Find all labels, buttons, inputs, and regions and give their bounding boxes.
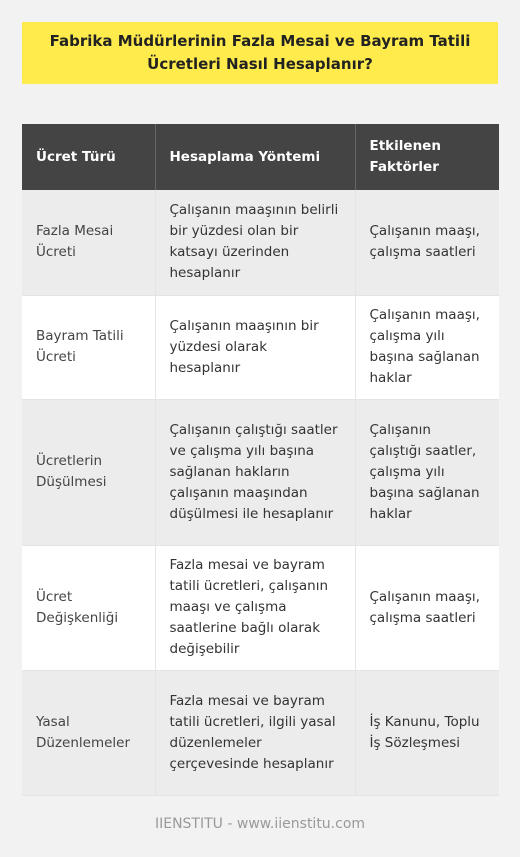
table-cell: Çalışanın maaşının belirli bir yüzdesi olan bir katsayı üzerinden hesaplanır <box>155 190 355 295</box>
table-cell: Çalışanın maaşının bir yüzdesi olarak hesaplanır <box>155 295 355 399</box>
table-cell: Çalışanın çalıştığı saatler ve çalışma yılı başına sağlanan hakların çalışanın maaşından düşülmesi ile hesaplanır <box>155 399 355 545</box>
wage-table <box>22 124 499 796</box>
header-calculation-method: Hesaplama Yöntemi <box>155 124 355 190</box>
table-cell: İş Kanunu, Toplu İş Sözleşmesi <box>355 670 499 795</box>
table-row <box>22 670 499 795</box>
table-cell: Çalışanın maaşı, çalışma saatleri <box>355 190 499 295</box>
table-cell: Fazla mesai ve bayram tatili ücretleri, ilgili yasal düzenlemeler çerçevesinde hesaplanır <box>155 670 355 795</box>
page-title: Fabrika Müdürlerinin Fazla Mesai ve Bayram Tatili Ücretleri Nasıl Hesaplanır? <box>22 22 498 84</box>
table-cell: Fazla Mesai Ücreti <box>22 190 155 295</box>
table-cell: Ücretlerin Düşülmesi <box>22 399 155 545</box>
table-cell: Fazla mesai ve bayram tatili ücretleri, çalışanın maaşı ve çalışma saatlerine bağlı olarak değişebilir <box>155 545 355 670</box>
table-row <box>22 545 499 670</box>
table-row <box>22 295 499 399</box>
header-wage-type: Ücret Türü <box>22 124 155 190</box>
table-cell: Çalışanın maaşı, çalışma saatleri <box>355 545 499 670</box>
table-cell: Bayram Tatili Ücreti <box>22 295 155 399</box>
table-header-row <box>22 124 499 190</box>
table-cell: Çalışanın maaşı, çalışma yılı başına sağlanan haklar <box>355 295 499 399</box>
table-cell: Yasal Düzenlemeler <box>22 670 155 795</box>
table-cell: Ücret Değişkenliği <box>22 545 155 670</box>
footer-credit: IIENSTITU - www.iienstitu.com <box>154 816 366 832</box>
header-affecting-factors: Etkilenen Faktörler <box>355 124 499 190</box>
table-row <box>22 190 499 295</box>
table-row <box>22 399 499 545</box>
table-cell: Çalışanın çalıştığı saatler, çalışma yılı başına sağlanan haklar <box>355 399 499 545</box>
